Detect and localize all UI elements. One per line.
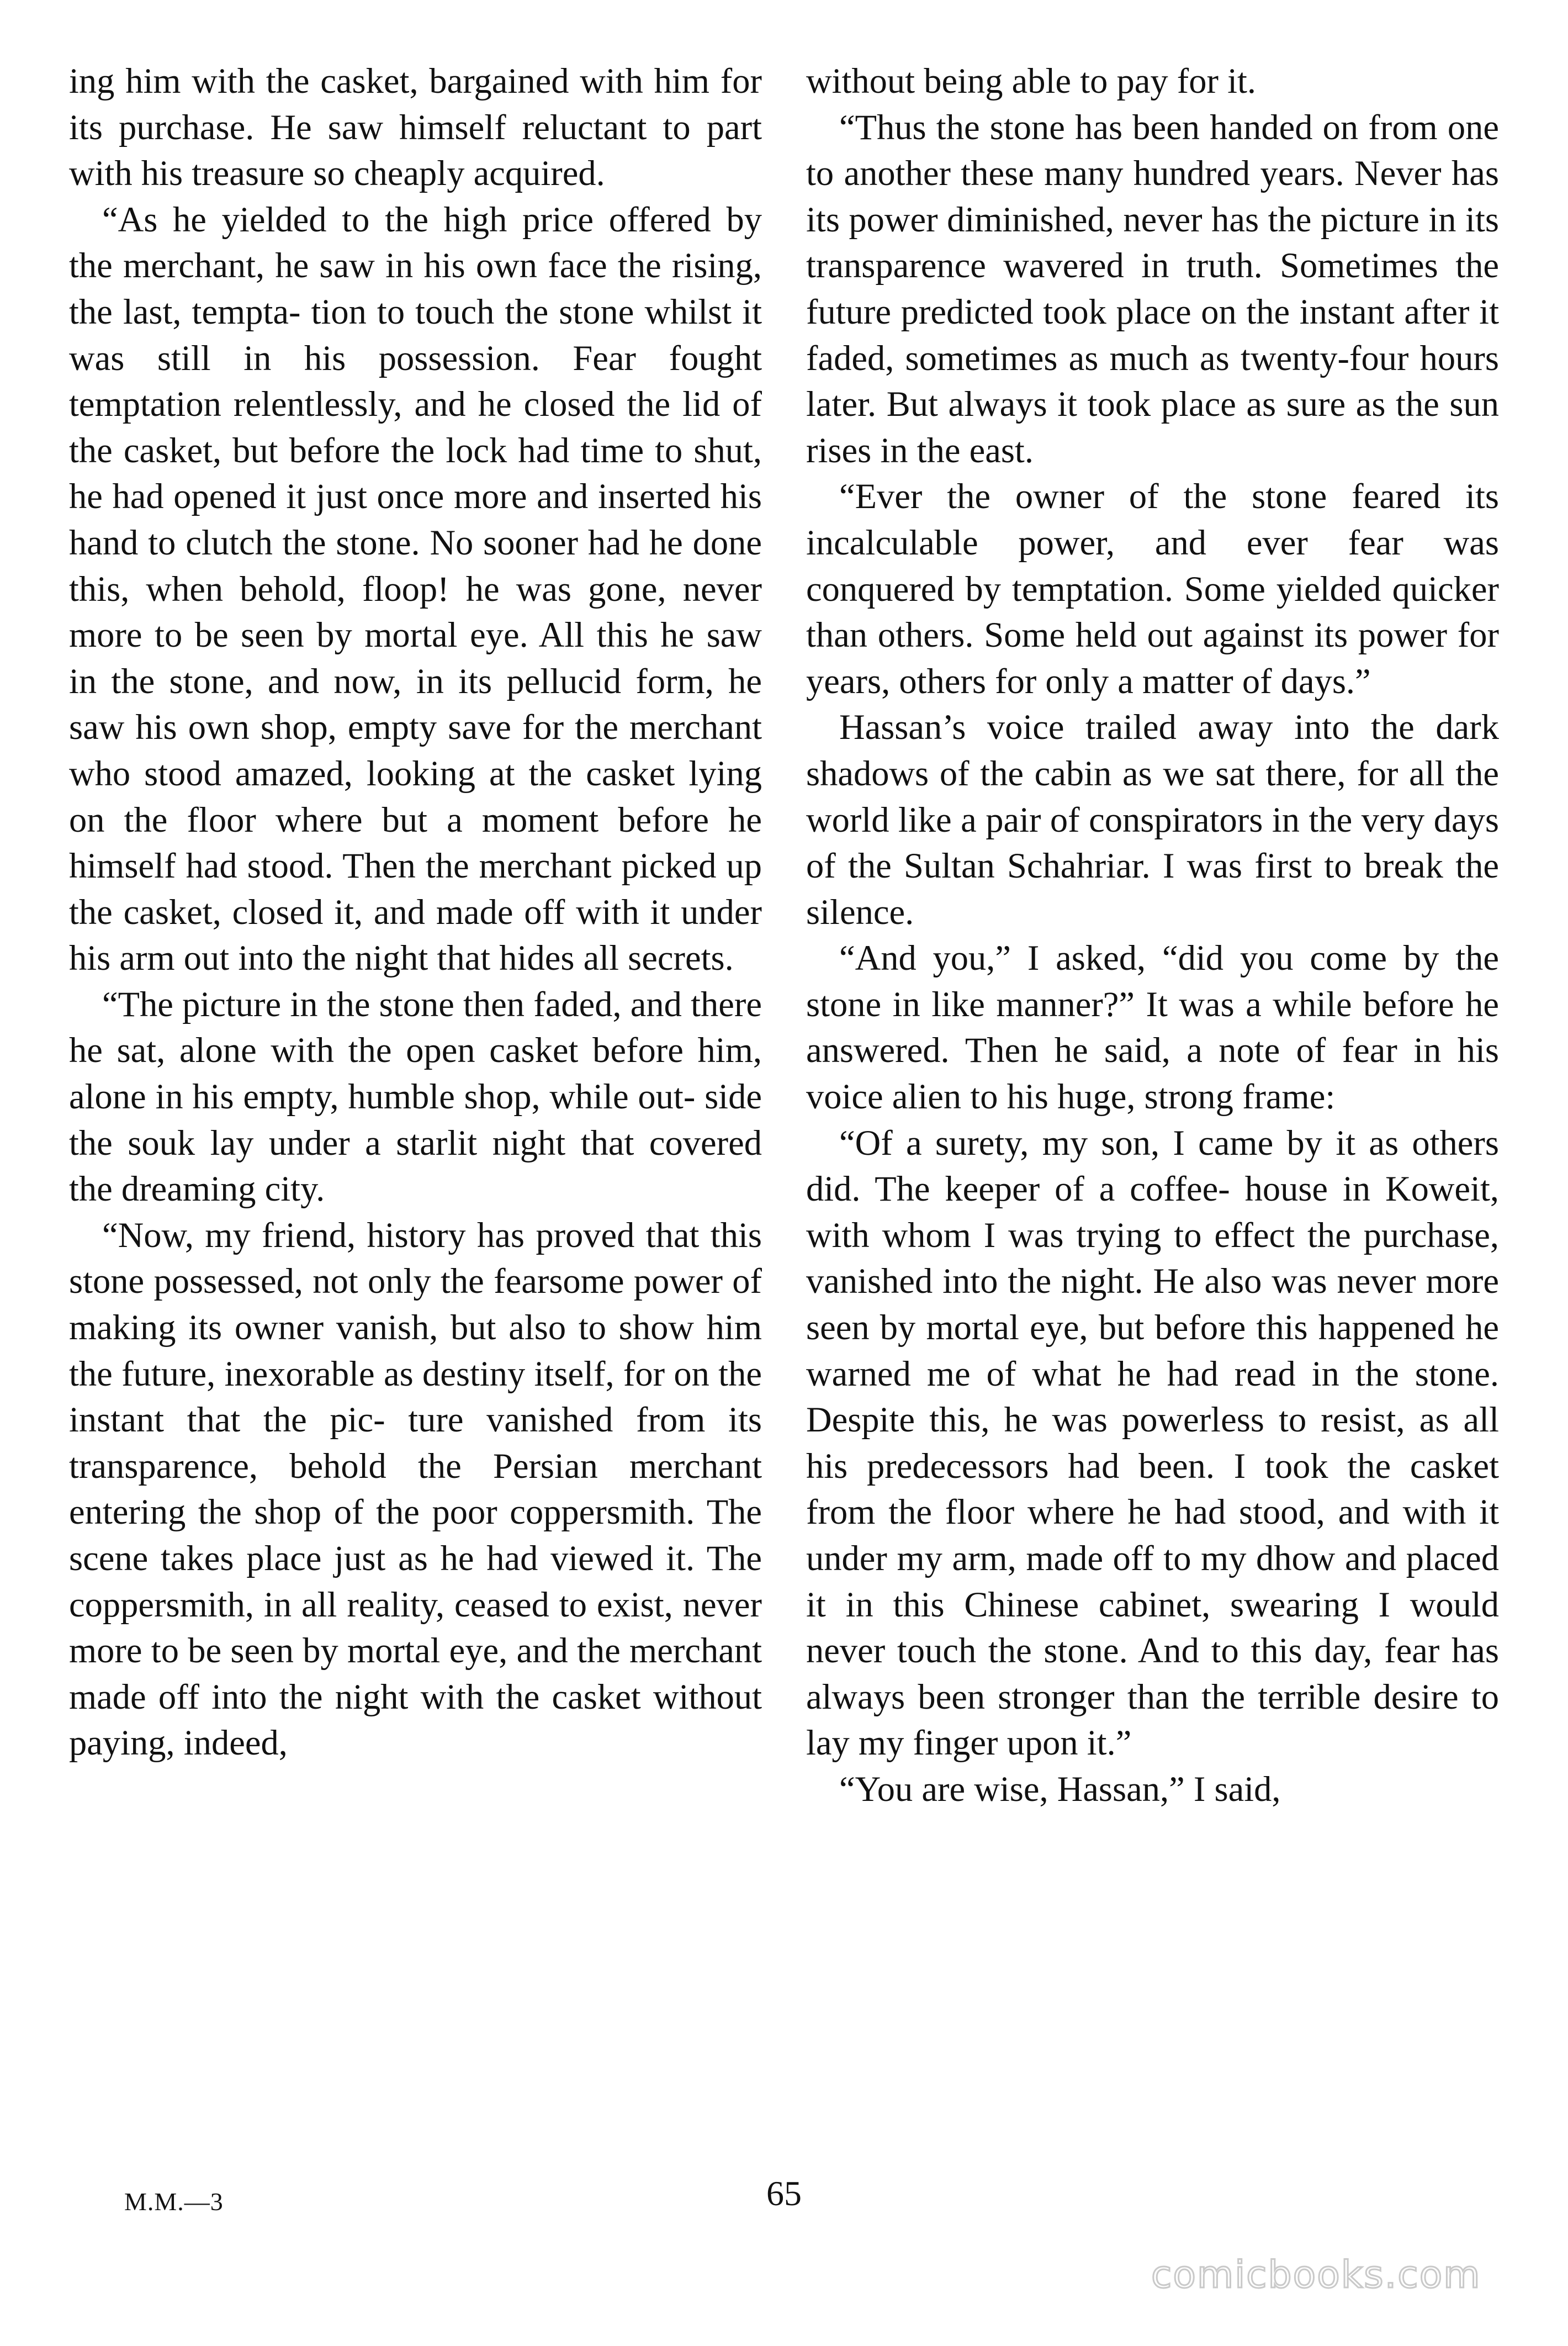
paragraph: “Of a surety, my son, I came by it as others did. The keeper of a coffee- house in Koweit, with whom I was trying to effect the purchase, vanished into the night. He also was never more seen by mortal eye, but before this happened he warned me of what he had read in the stone. Despite this, he was powerless to resist, as all his predecessors had been. I took the casket from the floor where he had stood, and with it under my arm, made off to my dhow and placed it in this Chinese cabinet, swearing I would never touch the stone. And to this day, fear has always been stronger than the terrible desire to lay my finger upon it.” [806, 1123, 1499, 1763]
left-text-column [69, 58, 762, 1766]
paragraph: “The picture in the stone then faded, and there he sat, alone with the open casket before him, alone in his empty, humble shop, while out- side the souk lay under a starlit night that covered the dreaming city. [69, 984, 762, 1209]
paragraph: without being able to pay for it. [806, 61, 1257, 101]
paragraph: “Ever the owner of the stone feared its incalculable power, and ever fear was conquered by temptation. Some yielded quicker than others. Some held out against its power for years, others for only a matter of days.” [806, 477, 1499, 701]
paragraph: Hassan’s voice trailed away into the dark shadows of the cabin as we sat there, for all the world like a pair of conspirators in the very days of the Sultan Schahriar. I was first to break the silence. [806, 707, 1499, 932]
paragraph: “As he yielded to the high price offered by the merchant, he saw in his own face the rising, the last, tempta- tion to touch the stone whilst it was still in his possession. Fear fought temptation relentlessly, and he closed the lid of the casket, but before the lock had time to shut, he had opened it just once more and inserted his hand to clutch the stone. No sooner had he done this, when behold, floop! he was gone, never more to be seen by mortal eye. All this he saw in the stone, and now, in its pellucid form, he saw his own shop, empty save for the merchant who stood amazed, looking at the casket lying on the floor where but a moment before he himself had stood. Then the merchant picked up the casket, closed it, and made off with it under his arm out into the night that hides all secrets. [69, 199, 762, 978]
right-text-column [806, 58, 1499, 1813]
paragraph: “Now, my friend, history has proved that this stone possessed, not only the fearsome power of making its owner vanish, but also to show him the future, inexorable as destiny itself, for on the instant that the pic- ture vanished from its transparence, behold the Persian merchant entering the shop of the poor coppersmith. The scene takes place just as he had viewed it. The coppersmith, in all reality, ceased to exist, never more to be seen by mortal eye, and the merchant made off into the night with the casket without paying, indeed, [69, 1215, 762, 1763]
watermark: comicbooks.com [1151, 2253, 1481, 2297]
paragraph: “And you,” I asked, “did you come by the stone in like manner?” It was a while before he answered. Then he said, a note of fear in his voice alien to his huge, strong frame: [806, 938, 1499, 1117]
page-number: 65 [766, 2174, 802, 2213]
paragraph: “Thus the stone has been handed on from one to another these many hundred years. Never has its power diminished, never has the picture in its transparence wavered in truth. Sometimes the future predicted took place on the instant after it faded, sometimes as much as twenty-four hours later. But always it took place as sure as the sun rises in the east. [806, 107, 1499, 470]
paragraph: ing him with the casket, bargained with him for its purchase. He saw himself reluctant to part with his treasure so cheaply acquired. [69, 61, 762, 193]
signature-mark: M.M.—3 [124, 2188, 224, 2216]
paragraph: “You are wise, Hassan,” I said, [839, 1769, 1281, 1809]
